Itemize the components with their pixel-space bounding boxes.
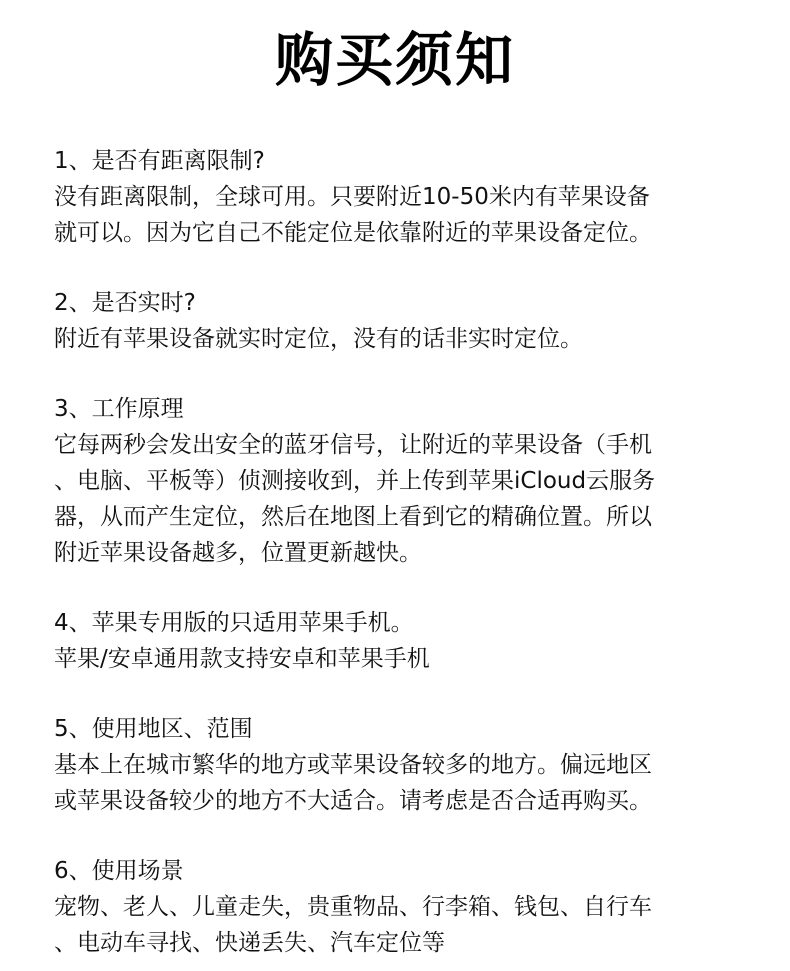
body-line: 或苹果设备较少的地方不大适合。请考虑是否合适再购买。 [54,788,652,814]
page-title: 购买须知 [274,26,515,94]
section-body [54,179,754,251]
body-line: 苹果/安卓通用款支持安卓和苹果手机 [54,646,430,672]
section-principle [54,391,754,571]
body-line: 、电脑、平板等）侦测接收到，并上传到苹果iCloud云服务 [54,468,656,494]
section-body [54,641,754,677]
body-line: 就可以。因为它自己不能定位是依靠附近的苹果设备定位。 [54,220,652,246]
section-heading: 4、苹果专用版的只适用苹果手机。 [54,610,414,636]
body-line: 它每两秒会发出安全的蓝牙信号，让附近的苹果设备（手机 [54,432,652,458]
body-line: 器，从而产生定位，然后在地图上看到它的精确位置。所以 [54,504,652,530]
section-compatibility [54,605,754,677]
section-body [54,427,754,571]
section-region [54,711,754,819]
body-line: 基本上在城市繁华的地方或苹果设备较多的地方。偏远地区 [54,752,652,778]
section-body [54,321,754,357]
body-line: 附近有苹果设备就实时定位，没有的话非实时定位。 [54,326,583,352]
section-scenarios [54,853,754,961]
section-heading: 1、是否有距离限制? [54,148,265,174]
body-line: 没有距离限制，全球可用。只要附近10-50米内有苹果设备 [54,184,650,210]
section-heading: 6、使用场景 [54,858,184,884]
section-body [54,889,754,961]
section-heading: 5、使用地区、范围 [54,716,253,742]
section-distance [54,143,754,251]
notice-sections [54,143,754,971]
section-body [54,747,754,819]
section-heading: 2、是否实时? [54,290,196,316]
section-realtime [54,285,754,357]
body-line: 、电动车寻找、快递丢失、汽车定位等 [54,930,445,956]
section-heading: 3、工作原理 [54,396,184,422]
body-line: 宠物、老人、儿童走失，贵重物品、行李箱、钱包、自行车 [54,894,652,920]
body-line: 附近苹果设备越多，位置更新越快。 [54,540,422,566]
